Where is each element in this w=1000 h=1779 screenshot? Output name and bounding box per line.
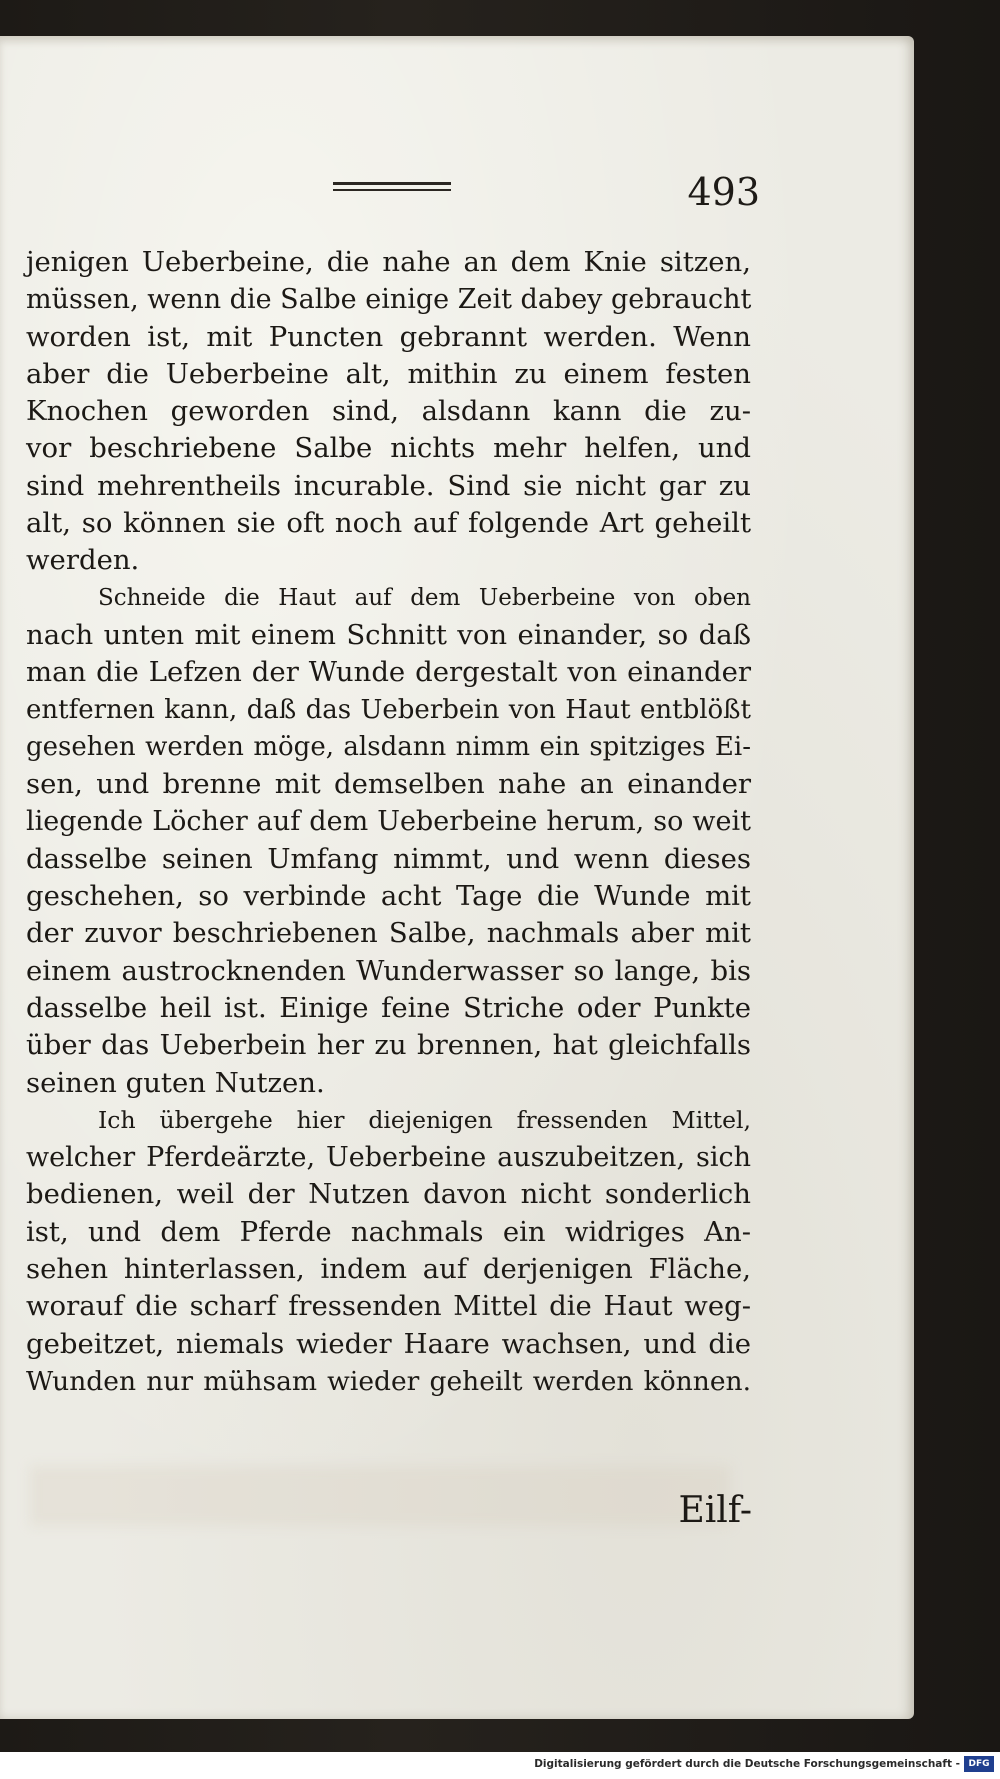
dfg-logo: DFG xyxy=(964,1756,994,1772)
text-line: ist, und dem Pferde nachmals ein widriges An- xyxy=(26,1215,751,1248)
text-line: bedienen, weil der Nutzen davon nicht sonderlich xyxy=(26,1178,751,1211)
body-text xyxy=(26,244,751,1400)
text-line: werden. xyxy=(26,544,140,577)
text-line: worden ist, mit Puncten gebrannt werden. Wenn xyxy=(26,320,751,353)
page-number: 493 xyxy=(687,170,760,214)
text-line: sind mehrentheils incurable. Sind sie nicht gar zu xyxy=(26,469,751,502)
text-line: man die Lefzen der Wunde dergestalt von einander xyxy=(26,656,751,689)
text-line: Knochen geworden sind, alsdann kann die zu- xyxy=(26,395,751,428)
text-line: seinen guten Nutzen. xyxy=(26,1066,325,1099)
text-line: gesehen werden möge, alsdann nimm ein spitziges Ei- xyxy=(26,731,751,762)
text-line: sehen hinterlassen, indem auf derjenigen Fläche, xyxy=(26,1253,751,1286)
text-line: über das Ueberbein her zu brennen, hat gleichfalls xyxy=(26,1029,751,1062)
text-line: alt, so können sie oft noch auf folgende Art geheilt xyxy=(26,507,751,540)
text-line: nach unten mit einem Schnitt von einander, so daß xyxy=(26,618,751,651)
text-line: geschehen, so verbinde acht Tage die Wunde mit xyxy=(26,880,751,913)
catchword: Eilf- xyxy=(678,1490,752,1531)
text-line: sen, und brenne mit demselben nahe an einander xyxy=(26,768,751,801)
header-ornament-rule xyxy=(333,182,451,195)
text-line: jenigen Ueberbeine, die nahe an dem Knie sitzen, xyxy=(26,246,751,278)
footer-credit: Digitalisierung gefördert durch die Deutsche Forschungsgemeinschaft - xyxy=(534,1758,960,1770)
text-line: dasselbe seinen Umfang nimmt, und wenn dieses xyxy=(26,842,751,875)
text-line: müssen, wenn die Salbe einige Zeit dabey gebraucht xyxy=(26,284,752,316)
bleed-through-shadow xyxy=(30,1466,730,1526)
digitization-footer xyxy=(0,1752,1000,1779)
text-line: entfernen kann, daß das Ueberbein von Haut entblößt xyxy=(26,694,751,725)
text-line: Schneide die Haut auf dem Ueberbeine von oben xyxy=(98,584,751,611)
text-line: aber die Ueberbeine alt, mithin zu einem festen xyxy=(26,357,751,390)
text-line: worauf die scharf fressenden Mittel die Haut weg- xyxy=(26,1290,751,1323)
text-line: einem austrocknenden Wunderwasser so lange, bis xyxy=(26,954,751,987)
text-line: vor beschriebene Salbe nichts mehr helfen, und xyxy=(26,432,751,465)
text-line: der zuvor beschriebenen Salbe, nachmals aber mit xyxy=(26,917,751,950)
text-line: dasselbe heil ist. Einige feine Striche oder Punkte xyxy=(26,991,751,1024)
text-line: Wunden nur mühsam wieder geheilt werden können. xyxy=(26,1365,751,1397)
text-line: Ich übergehe hier diejenigen fressenden Mittel, xyxy=(98,1105,751,1134)
text-line: liegende Löcher auf dem Ueberbeine herum, so weit xyxy=(26,806,751,838)
text-line: welcher Pferdeärzte, Ueberbeine auszubeitzen, sich xyxy=(26,1142,751,1174)
text-line: gebeitzet, niemals wieder Haare wachsen, und die xyxy=(26,1327,751,1360)
